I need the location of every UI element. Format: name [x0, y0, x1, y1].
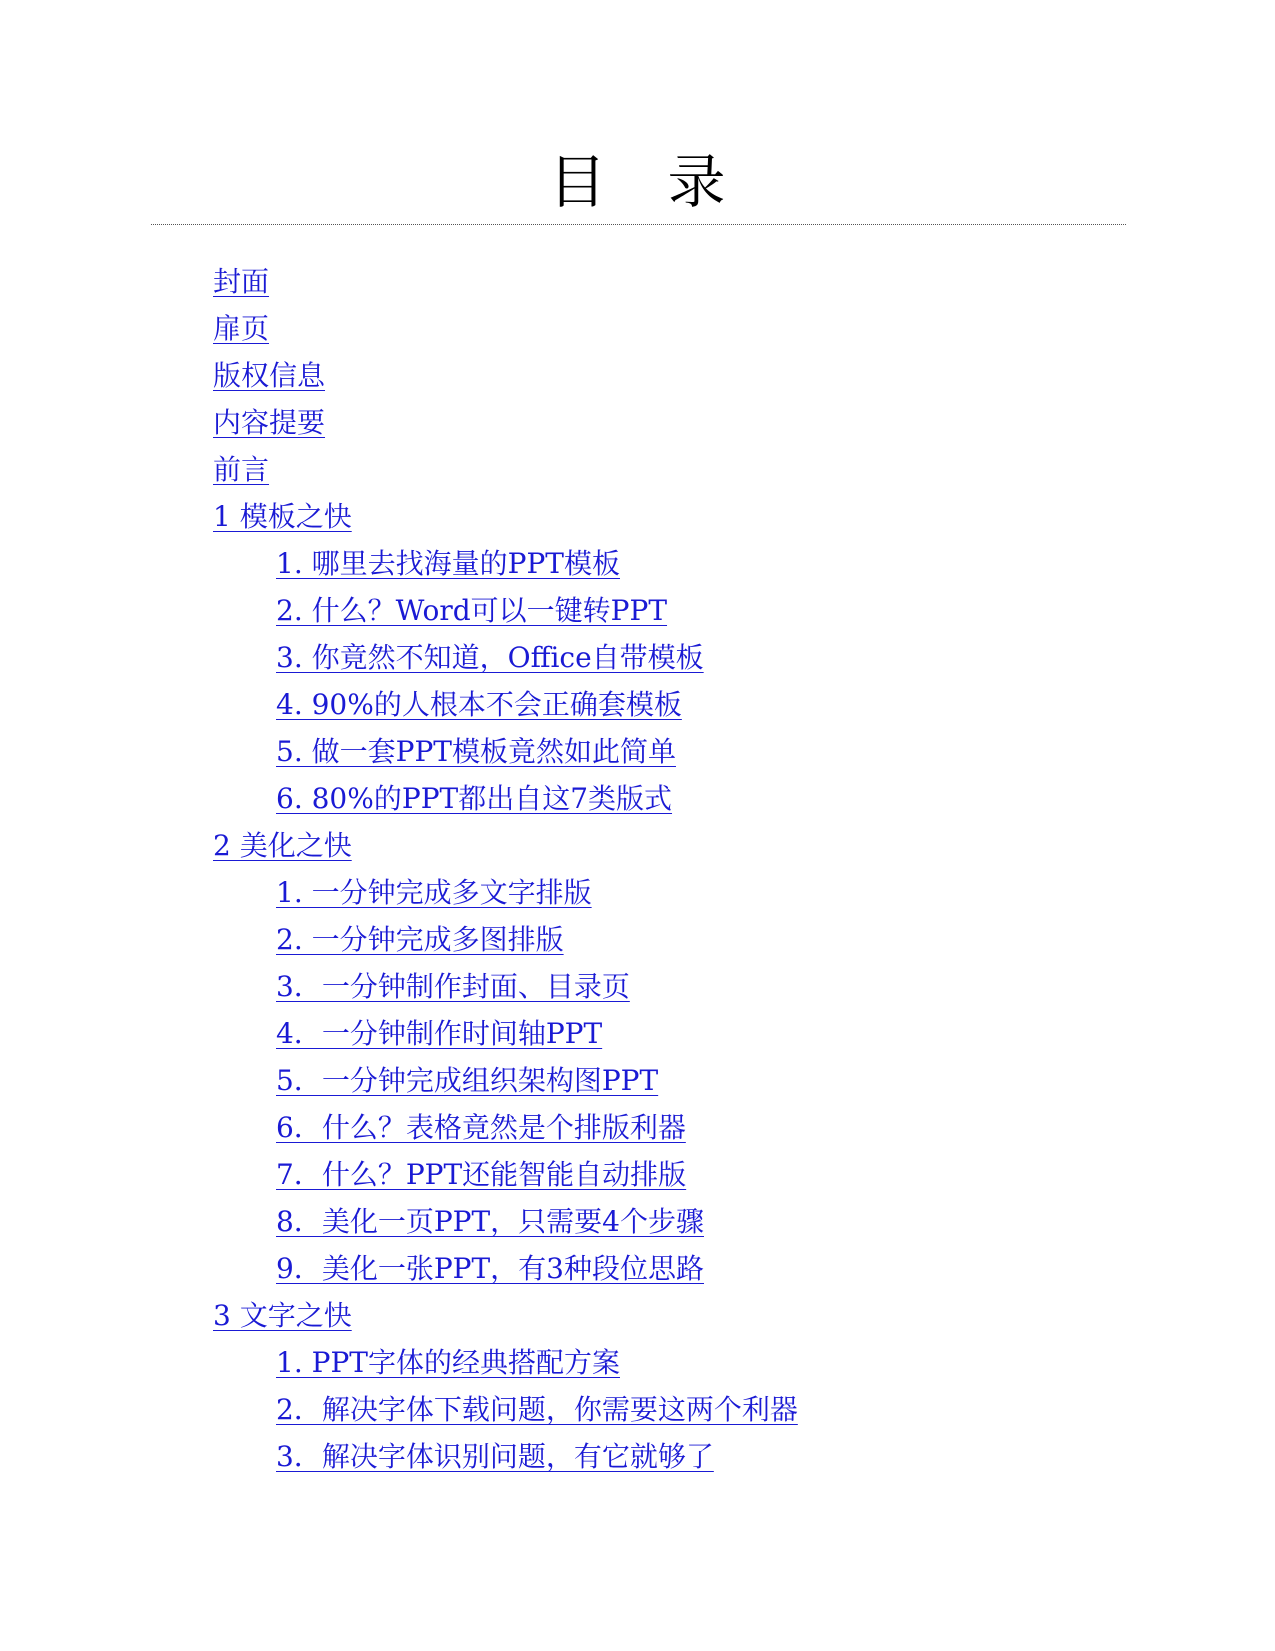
toc-link-section[interactable]: 3．解决字体识别问题，有它就够了: [276, 1440, 714, 1473]
toc-item: [0, 1386, 1275, 1433]
toc-item: [0, 916, 1275, 963]
toc-link-preface[interactable]: 前言: [213, 453, 270, 486]
toc-item: [0, 775, 1275, 822]
toc-item: [0, 963, 1275, 1010]
toc-item: [0, 493, 1275, 540]
toc-item: [0, 258, 1275, 305]
page-title: [0, 142, 1275, 222]
toc-link-section[interactable]: 4. 90%的人根本不会正确套模板: [276, 688, 682, 721]
toc-item: [0, 1339, 1275, 1386]
toc-link-section[interactable]: 2. 什么？Word可以一键转PPT: [276, 594, 668, 627]
page-title-char-1: 目: [548, 148, 608, 216]
toc-item: [0, 681, 1275, 728]
toc-link-section[interactable]: 9．美化一张PPT，有3种段位思路: [276, 1252, 704, 1285]
toc-item: [0, 634, 1275, 681]
toc-item: [0, 1433, 1275, 1480]
toc-item: [0, 869, 1275, 916]
toc-item: [0, 1198, 1275, 1245]
toc-link-section[interactable]: 8．美化一页PPT，只需要4个步骤: [276, 1205, 704, 1238]
table-of-contents: [0, 258, 1275, 1480]
toc-link-chapter-2[interactable]: 2 美化之快: [213, 829, 352, 862]
toc-link-copyright[interactable]: 版权信息: [213, 359, 326, 392]
toc-link-section[interactable]: 7．什么？PPT还能智能自动排版: [276, 1158, 687, 1191]
toc-item: [0, 587, 1275, 634]
toc-item: [0, 1057, 1275, 1104]
toc-item: [0, 1292, 1275, 1339]
toc-item: [0, 305, 1275, 352]
toc-item: [0, 352, 1275, 399]
toc-item: [0, 540, 1275, 587]
toc-link-summary[interactable]: 内容提要: [213, 406, 326, 439]
toc-item: [0, 399, 1275, 446]
title-divider: [151, 224, 1126, 225]
toc-link-cover[interactable]: 封面: [213, 265, 270, 298]
toc-link-section[interactable]: 4．一分钟制作时间轴PPT: [276, 1017, 603, 1050]
toc-link-section[interactable]: 5．一分钟完成组织架构图PPT: [276, 1064, 659, 1097]
toc-link-section[interactable]: 2．解决字体下载问题，你需要这两个利器: [276, 1393, 798, 1426]
toc-item: [0, 446, 1275, 493]
toc-link-section[interactable]: 6．什么？表格竟然是个排版利器: [276, 1111, 686, 1144]
toc-link-section[interactable]: 3．一分钟制作封面、目录页: [276, 970, 630, 1003]
toc-item: [0, 1151, 1275, 1198]
page-title-char-2: 录: [667, 148, 727, 216]
toc-item: [0, 822, 1275, 869]
toc-item: [0, 728, 1275, 775]
toc-link-section[interactable]: 1. 哪里去找海量的PPT模板: [276, 547, 620, 580]
toc-link-section[interactable]: 6. 80%的PPT都出自这7类版式: [276, 782, 673, 815]
toc-link-section[interactable]: 2. 一分钟完成多图排版: [276, 923, 564, 956]
toc-link-section[interactable]: 1. PPT字体的经典搭配方案: [276, 1346, 620, 1379]
toc-item: [0, 1104, 1275, 1151]
toc-item: [0, 1010, 1275, 1057]
toc-link-title-page[interactable]: 扉页: [213, 312, 270, 345]
toc-item: [0, 1245, 1275, 1292]
toc-link-chapter-3[interactable]: 3 文字之快: [213, 1299, 352, 1332]
toc-link-section[interactable]: 5. 做一套PPT模板竟然如此简单: [276, 735, 676, 768]
toc-link-chapter-1[interactable]: 1 模板之快: [213, 500, 352, 533]
toc-link-section[interactable]: 1. 一分钟完成多文字排版: [276, 876, 592, 909]
toc-link-section[interactable]: 3. 你竟然不知道，Office自带模板: [276, 641, 704, 674]
